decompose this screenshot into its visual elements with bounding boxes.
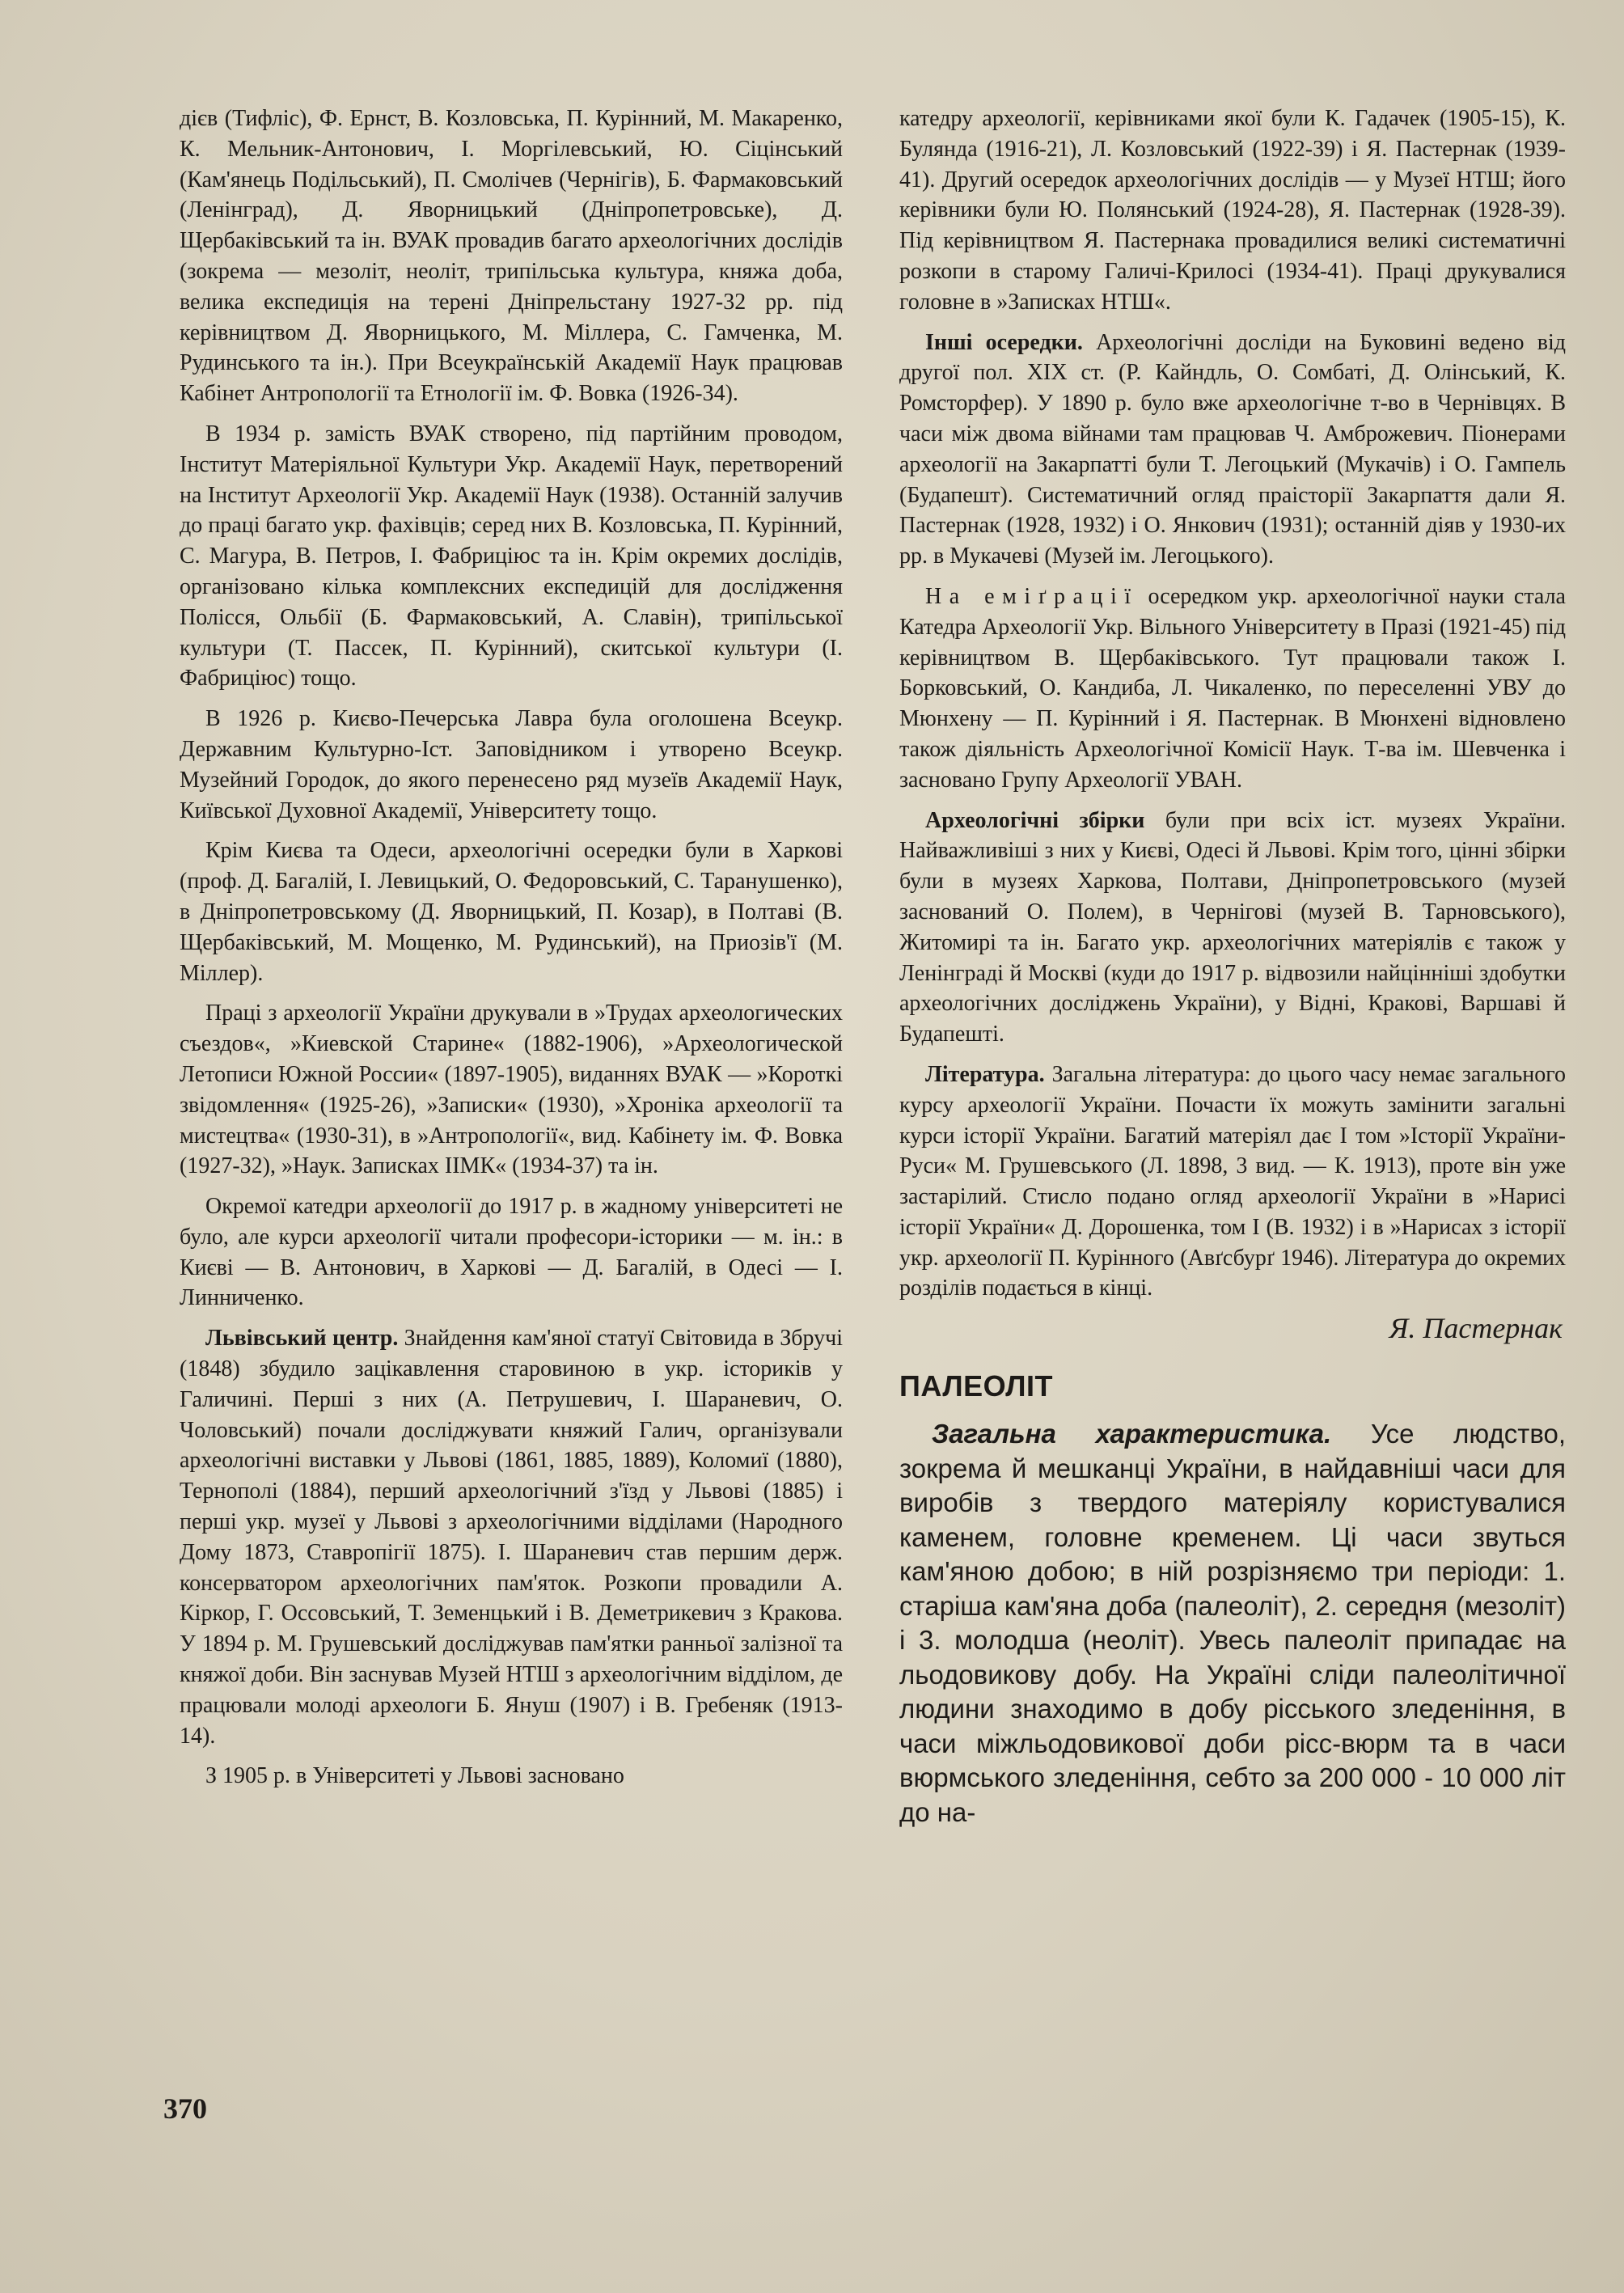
- paragraph-heading: Львівський центр.: [205, 1326, 399, 1352]
- paragraph: В 1926 р. Києво-Печерська Лавра була оголошена Всеукр. Державним Культурно-Іст. Заповідником і утворено Всеукр. Музейний Городок, до якого перенесено ряд музеїв Академії Наук, Київської Духовної Академії, Університету тощо.: [180, 706, 843, 823]
- paragraph: З 1905 р. в Університеті у Львові засновано: [205, 1763, 624, 1789]
- paragraph-heading: Загальна характеристика.: [932, 1419, 1332, 1449]
- paragraph: катедру археології, керівниками якої були К. Гадачек (1905-15), К. Булянда (1916-21), Л. Козловський (1922-39) і Я. Пастернак (1939-41). Другий осередок археологічних дослідів — у Музеї НТШ; його керівники були Ю. Полянський (1924-28), Я. Пастернак (1928-39). Під керівництвом Я. Пастернака провадилися великі систематичні розкопи в старому Галичі-Крилосі (1934-41). Праці друкувалися головне в »Записках НТШ«.: [899, 106, 1566, 315]
- paragraph: Крім Києва та Одеси, археологічні осередки були в Харкові (проф. Д. Багалій, І. Левицький, О. Федоровський, С. Таранушенко), в Дніпропетровському (Д. Яворницький, П. Козар), в Полтаві (В. Щербаківський, М. Мощенко, М. Рудинський), на Приозів'ї (М. Міллер).: [180, 838, 843, 986]
- paragraph: дієв (Тифліс), Ф. Ернст, В. Козловська, П. Курінний, М. Макаренко, К. Мельник-Антонович, І. Моргілевський, Ю. Сіцінський (Кам'янець Подільський), П. Смолічев (Чернігів), Б. Фармаковський (Ленінград), Д. Яворницький (Дніпропетровське), Д. Щербаківський та ін. ВУАК провадив багато археологічних дослідів (зокрема — мезоліт, неоліт, трипільська культура, княжа доба, велика експедиція на терені Дніпрельстану 1927-32 рр. під керівництвом Д. Яворницького, М. Міллера, С. Гамченка, М. Рудинського та ін.). При Всеукраїнській Академії Наук працював Кабінет Антропології та Етнології ім. Ф. Вовка (1926-34).: [180, 106, 843, 407]
- section-title: ПАЛЕОЛІТ: [899, 1369, 1053, 1403]
- author-signature: Я. Пастернак: [1389, 1312, 1563, 1345]
- page-number: 370: [163, 2092, 207, 2125]
- paragraph: Львівський центр. Знайдення кам'яної статуї Світовида в Збручі (1848) збудило зацікавлення старовиною в укр. істориків у Галичині. Перші з них (А. Петрушевич, І. Шараневич, О. Чоловський) почали досліджувати княжий Галич, організували археологічні виставки у Львові (1861, 1885, 1889), Коломиї (1880), Тернополі (1884), перший археологічний з'їзд у Львові (1885) і перші укр. музеї у Львові з археологічними відділами (Народного Дому 1873, Ставропігії 1875). І. Шараневич став першим держ. консерватором археологічних пам'яток. Розкопи провадили А. Кіркор, Г. Оссовський, Т. Земенцький і В. Деметрикевич з Кракова. У 1894 р. М. Грушевський досліджував пам'ятки ранньої залізної та княжої доби. Він заснував Музей НТШ з археологічним відділом, де працювали молоді археологи Б. Януш (1907) і В. Гребеняк (1913-14).: [180, 1326, 843, 1749]
- paragraph: Загальна характеристика. Усе людство, зокрема й мешканці України, в найдавніші часи для виробів з твердого матеріялу користувалися каменем, головне кременем. Ці часи звуться кам'яною добою; в ній розрізняємо три періоди: 1. старіша кам'яна доба (палеоліт), 2. середня (мезоліт) і 3. молодша (неоліт). Увесь палеоліт припадає на льодовикову добу. На Україні сліди палеолітичної людини знаходимо в добу рісського зледеніння, в часи міжльодовикової доби рісс-вюрм та в часи вюрмського зледеніння, себто за 200 000 - 10 000 літ до на-: [899, 1419, 1567, 1827]
- paragraph: На еміґрації осередком укр. археологічної науки стала Катедра Археології Укр. Вільного Університету в Празі (1921-45) під керівництвом В. Щербаківського. Тут працювали також І. Борковський, О. Кандиба, Л. Чикаленко, по переселенні УВУ до Мюнхену — П. Курінний і Я. Пастернак. В Мюнхені відновлено також діяльність Археологічної Комісії Наук. Т-ва ім. Шевченка і засновано Групу Археології УВАН.: [899, 583, 1566, 793]
- paragraph: Археологічні збірки були при всіх іст. музеях України. Найважливіші з них у Києві, Одесі й Львові. Крім того, цінні збірки були в музеях Харкова, Полтави, Дніпропетровського (музей заснований О. Полем), в Чернігові (музей В. Тарновського), Житомирі та ін. Багато укр. археологічних матеріялів є також у Ленінграді й Москві (куди до 1917 р. відвозили найцінніші здобутки археологічних досліджень України), у Відні, Кракові, Варшаві й Будапешті.: [899, 807, 1566, 1047]
- paragraph: Праці з археології України друкували в »Трудах археологических съездов«, »Киевской Старине« (1882-1906), »Археологической Летописи Южной России« (1897-1905), виданнях ВУАК — »Короткі звідомлення« (1925-26), »Записки« (1930), »Хроніка археології та мистецтва« (1930-31), в »Антропології«, вид. Кабінету ім. Ф. Вовка (1927-32), »Наук. Записках ІІМК« (1934-37) та ін.: [180, 1001, 843, 1179]
- paragraph-heading: Археологічні збірки: [925, 807, 1145, 833]
- paragraph: Окремої катедри археології до 1917 р. в жадному університеті не було, але курси археології читали професори-історики — м. ін.: в Києві — В. Антонович, в Харкові — Д. Багалій, в Одесі — І. Линниченко.: [180, 1194, 843, 1311]
- paragraph-heading: Література.: [925, 1061, 1045, 1087]
- paragraph-heading: Інші осередки.: [925, 329, 1083, 355]
- section-body: [899, 1417, 1566, 1830]
- paragraph: В 1934 р. замість ВУАК створено, під партійним проводом, Інститут Матеріяльної Культури Укр. Академії Наук, перетворений на Інститут Археології Укр. Академії Наук (1938). Останній залучив до праці багато укр. фахівців; серед них В. Козловська, П. Курінний, С. Магура, В. Петров, І. Фабриціюс та ін. Крім окремих дослідів, організовано кілька комплексних експедицій для дослідження Полісся, Ольбії (Б. Фармаковський, А. Славін), трипільської культури (Т. Пассек, П. Курінний), скитської культури (І. Фабриціюс) тощо.: [180, 421, 843, 692]
- spaced-emphasis: На еміґрації: [925, 583, 1139, 609]
- right-column: [899, 104, 1566, 1830]
- paragraph: Інші осередки. Археологічні досліди на Буковині ведено від другої пол. XIX ст. (Р. Кайндль, О. Сомбаті, Д. Олінський, К. Ромсторфер). У 1890 р. було вже археологічне т-во в Чернівцях. В часи між двома війнами там працював Ч. Амброжевич. Піонерами археології на Закарпатті були Т. Легоцький (Мукачів) і О. Гампель (Будапешт). Систематичний огляд праісторії Закарпаття дали Я. Пастернак (1928, 1932) і О. Янкович (1931); останній діяв у 1930-их рр. в Мукачеві (Музей ім. Легоцького).: [899, 329, 1566, 569]
- paragraph: Література. Загальна література: до цього часу немає загального курсу археології України. Почасти їх можуть замінити загальні курси історії України. Багатий матеріял дає І том »Історії України-Руси« М. Грушевського (Л. 1898, 3 вид. — К. 1913), проте він уже застарілий. Стисло подано огляд археології України в »Нарисі історії України« Д. Дорошенка, том І (В. 1932) і в »Нарисах з історії укр. археології П. Курінного (Авґсбурґ 1946). Література до окремих розділів подається в кінці.: [899, 1061, 1566, 1301]
- left-column: [180, 104, 843, 1801]
